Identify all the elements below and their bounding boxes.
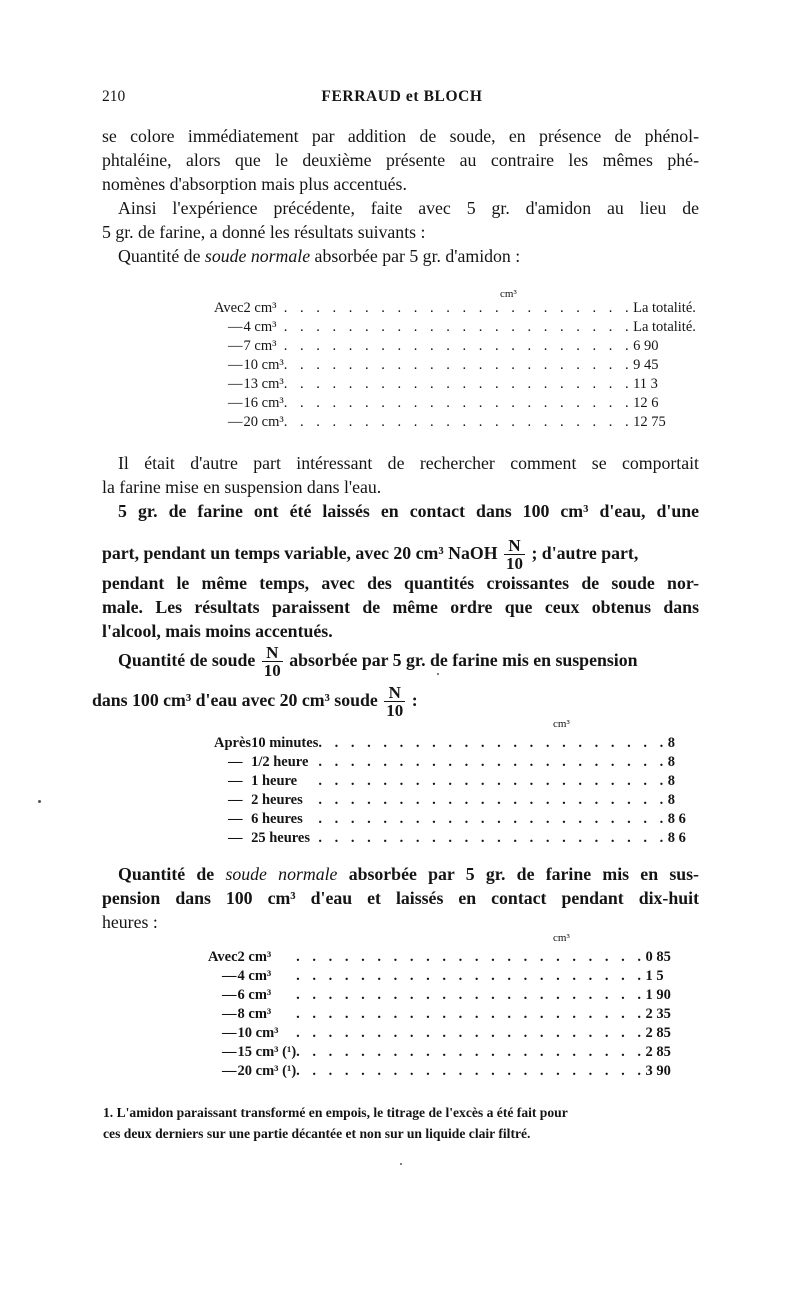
row-label: 2 heures xyxy=(251,792,303,808)
text-line: la farine mise en suspension dans l'eau. xyxy=(102,477,382,497)
row-prefix: — xyxy=(222,1063,237,1079)
row-prefix: — xyxy=(222,987,237,1003)
dot-leader: . . . . . . . . . . . . . . . . . . . . . . xyxy=(318,773,668,789)
row-prefix: — xyxy=(228,754,243,770)
row-value: 0 85 xyxy=(645,949,671,965)
row-prefix: — xyxy=(228,773,243,789)
table-row xyxy=(214,318,696,337)
dot-leader: . . . . . . . . . . . . . . . . . . . . . . xyxy=(296,968,646,984)
text-line: phtaléine, alors que le deuxième présente au contraire les mêmes phé- xyxy=(102,150,699,170)
table-row xyxy=(214,753,686,772)
row-prefix: — xyxy=(222,1044,237,1060)
row-prefix: Avec xyxy=(208,949,238,965)
row-prefix: — xyxy=(228,395,243,411)
dot-leader: . . . . . . . . . . . . . . . . . . . . . . xyxy=(318,830,668,846)
table-caption: dans 100 cm³ d'eau avec 20 cm³ soude $\frac{N}{10}$ : xyxy=(92,683,418,721)
row-value: 8 6 xyxy=(667,830,686,846)
running-title: FERRAUD et BLOCH xyxy=(321,88,483,105)
table-row xyxy=(214,356,696,375)
table-row xyxy=(214,299,696,318)
table-row xyxy=(214,375,696,394)
table-caption: Quantité de soude normale absorbée par 5 gr. de farine mis en sus- xyxy=(118,864,699,884)
dot-leader: . . . . . . . . . . . . . . . . . . . . . . xyxy=(296,1044,646,1060)
row-value: 12 6 xyxy=(633,395,659,411)
row-value: 8 xyxy=(667,754,675,770)
row-prefix: — xyxy=(228,792,243,808)
row-prefix: Avec xyxy=(214,300,244,316)
row-label: 25 heures xyxy=(251,830,311,846)
table-caption: Quantité de soude normale absorbée par 5 gr. d'amidon : xyxy=(118,246,521,266)
unit-label: cm³ xyxy=(500,288,517,300)
row-value: 1 90 xyxy=(645,987,671,1003)
unit-label: cm³ xyxy=(553,718,570,730)
dot-leader: . . . . . . . . . . . . . . . . . . . . . . xyxy=(283,376,634,392)
text-line: se colore immédiatement par addition de soude, en présence de phénol- xyxy=(102,126,699,146)
dot-leader: . . . . . . . . . . . . . . . . . . . . . . xyxy=(318,754,668,770)
row-prefix: — xyxy=(222,968,237,984)
row-prefix: — xyxy=(222,1006,237,1022)
row-value: 9 45 xyxy=(633,357,659,373)
table-row xyxy=(208,948,671,967)
row-value: 3 90 xyxy=(645,1063,671,1079)
row-label: 2 cm³ xyxy=(243,300,277,316)
table-row xyxy=(214,337,696,356)
fraction-n-over-10: $\frac{N}{10}$ xyxy=(263,643,281,681)
results-table-soude xyxy=(208,948,671,1081)
table-row xyxy=(214,791,686,810)
row-value: 6 90 xyxy=(633,338,659,354)
scan-speck xyxy=(400,1163,402,1165)
row-label: 2 cm³ xyxy=(237,949,272,965)
text-line: pendant le même temps, avec des quantités croissantes de soude nor- xyxy=(102,573,699,593)
dot-leader: . . . . . . . . . . . . . . . . . . . . . . xyxy=(283,319,634,335)
dot-leader: . . . . . . . . . . . . . . . . . . . . . . xyxy=(283,414,634,430)
table-row xyxy=(208,1043,671,1062)
footnote-line: 1. L'amidon paraissant transformé en empois, le titrage de l'excès a été fait pour xyxy=(103,1105,568,1120)
page-header xyxy=(102,88,702,112)
results-table-time xyxy=(214,734,686,848)
table-row xyxy=(208,967,671,986)
unit-label: cm³ xyxy=(553,932,570,944)
row-prefix: — xyxy=(222,1025,237,1041)
row-value: 8 xyxy=(667,735,675,751)
row-prefix: — xyxy=(228,414,243,430)
row-prefix: — xyxy=(228,830,243,846)
table-row xyxy=(214,394,696,413)
table-row xyxy=(208,1024,671,1043)
dot-leader: . . . . . . . . . . . . . . . . . . . . . . xyxy=(318,792,668,808)
row-prefix: — xyxy=(228,319,243,335)
row-label: 7 cm³ xyxy=(243,338,277,354)
table-row xyxy=(214,810,686,829)
row-value: 2 85 xyxy=(645,1025,671,1041)
dot-leader: . . . . . . . . . . . . . . . . . . . . . . xyxy=(296,1025,646,1041)
row-label: 4 cm³ xyxy=(243,319,277,335)
row-value: 8 6 xyxy=(667,811,686,827)
footnote xyxy=(103,1102,703,1144)
row-label: 10 cm³ xyxy=(237,1025,279,1041)
row-label: 1 heure xyxy=(251,773,298,789)
row-prefix: — xyxy=(228,811,243,827)
text-line: pension dans 100 cm³ d'eau et laissés en contact pendant dix-huit xyxy=(102,888,699,908)
text-line: 5 gr. de farine ont été laissés en contact dans 100 cm³ d'eau, d'une xyxy=(118,501,699,521)
row-prefix: — xyxy=(228,338,243,354)
table-row xyxy=(214,772,686,791)
row-label: 6 cm³ xyxy=(237,987,272,1003)
table-row xyxy=(214,413,696,432)
row-label: 13 cm³ xyxy=(243,376,284,392)
row-value: 11 3 xyxy=(633,376,658,392)
table-row xyxy=(208,1005,671,1024)
row-prefix: Après xyxy=(214,735,252,751)
row-value: 12 75 xyxy=(633,414,666,430)
row-label: 4 cm³ xyxy=(237,968,272,984)
row-label: 16 cm³ xyxy=(243,395,284,411)
text-line: l'alcool, mais moins accentués. xyxy=(102,621,333,641)
dot-leader: . . . . . . . . . . . . . . . . . . . . . . xyxy=(296,987,646,1003)
row-prefix: — xyxy=(228,357,243,373)
row-label: 10 minutes xyxy=(251,735,319,751)
row-label: 8 cm³ xyxy=(237,1006,272,1022)
row-value: 8 xyxy=(667,792,675,808)
page-number: 210 xyxy=(102,88,126,105)
table-caption: Quantité de soude $\frac{N}{10}$ absorbée par 5 gr. de farine mis en suspension xyxy=(118,643,638,681)
row-value: La totalité. xyxy=(633,319,696,335)
text-line: part, pendant un temps variable, avec 20 cm³ NaOH $\frac{N}{10}$ ; d'autre part, xyxy=(102,536,639,574)
row-label: 20 cm³ (¹) xyxy=(237,1063,297,1079)
row-label: 10 cm³ xyxy=(243,357,284,373)
fraction-n-over-10: $\frac{N}{10}$ xyxy=(505,536,523,574)
row-value: La totalité. xyxy=(633,300,696,316)
row-value: 1 5 xyxy=(645,968,664,984)
row-value: 2 85 xyxy=(645,1044,671,1060)
row-label: 15 cm³ (¹) xyxy=(237,1044,297,1060)
dot-leader: . . . . . . . . . . . . . . . . . . . . . . xyxy=(296,949,646,965)
dot-leader: . . . . . . . . . . . . . . . . . . . . . . xyxy=(283,395,634,411)
row-label: 20 cm³ xyxy=(243,414,284,430)
text-line: heures : xyxy=(102,912,158,932)
table-row xyxy=(214,829,686,848)
text-line: Ainsi l'expérience précédente, faite avec 5 gr. d'amidon au lieu de xyxy=(118,198,699,218)
text-line: male. Les résultats paraissent de même ordre que ceux obtenus dans xyxy=(102,597,699,617)
table-row xyxy=(208,986,671,1005)
fraction-n-over-10: $\frac{N}{10}$ xyxy=(386,683,404,721)
dot-leader: . . . . . . . . . . . . . . . . . . . . . . xyxy=(296,1063,646,1079)
dot-leader: . . . . . . . . . . . . . . . . . . . . . . xyxy=(318,735,668,751)
dot-leader: . . . . . . . . . . . . . . . . . . . . . . xyxy=(283,357,634,373)
dot-leader: . . . . . . . . . . . . . . . . . . . . . . xyxy=(296,1006,646,1022)
dot-leader: . . . . . . . . . . . . . . . . . . . . . . xyxy=(283,338,634,354)
footnote-line: ces deux derniers sur une partie décantée et non sur un liquide clair filtré. xyxy=(103,1126,531,1141)
text-line: Il était d'autre part intéressant de rechercher comment se comportait xyxy=(118,453,699,473)
row-prefix: — xyxy=(228,376,243,392)
dot-leader: . . . . . . . . . . . . . . . . . . . . . . xyxy=(283,300,634,316)
scan-speck xyxy=(38,800,41,803)
scan-speck xyxy=(437,673,439,675)
table-row xyxy=(214,734,686,753)
row-value: 8 xyxy=(667,773,675,789)
table-row xyxy=(208,1062,671,1081)
results-table-amidon xyxy=(214,299,696,432)
text-line: nomènes d'absorption mais plus accentués. xyxy=(102,174,407,194)
row-label: 6 heures xyxy=(251,811,303,827)
row-label: 1/2 heure xyxy=(251,754,309,770)
dot-leader: . . . . . . . . . . . . . . . . . . . . . . xyxy=(318,811,668,827)
row-value: 2 35 xyxy=(645,1006,671,1022)
text-line: 5 gr. de farine, a donné les résultats suivants : xyxy=(102,222,426,242)
